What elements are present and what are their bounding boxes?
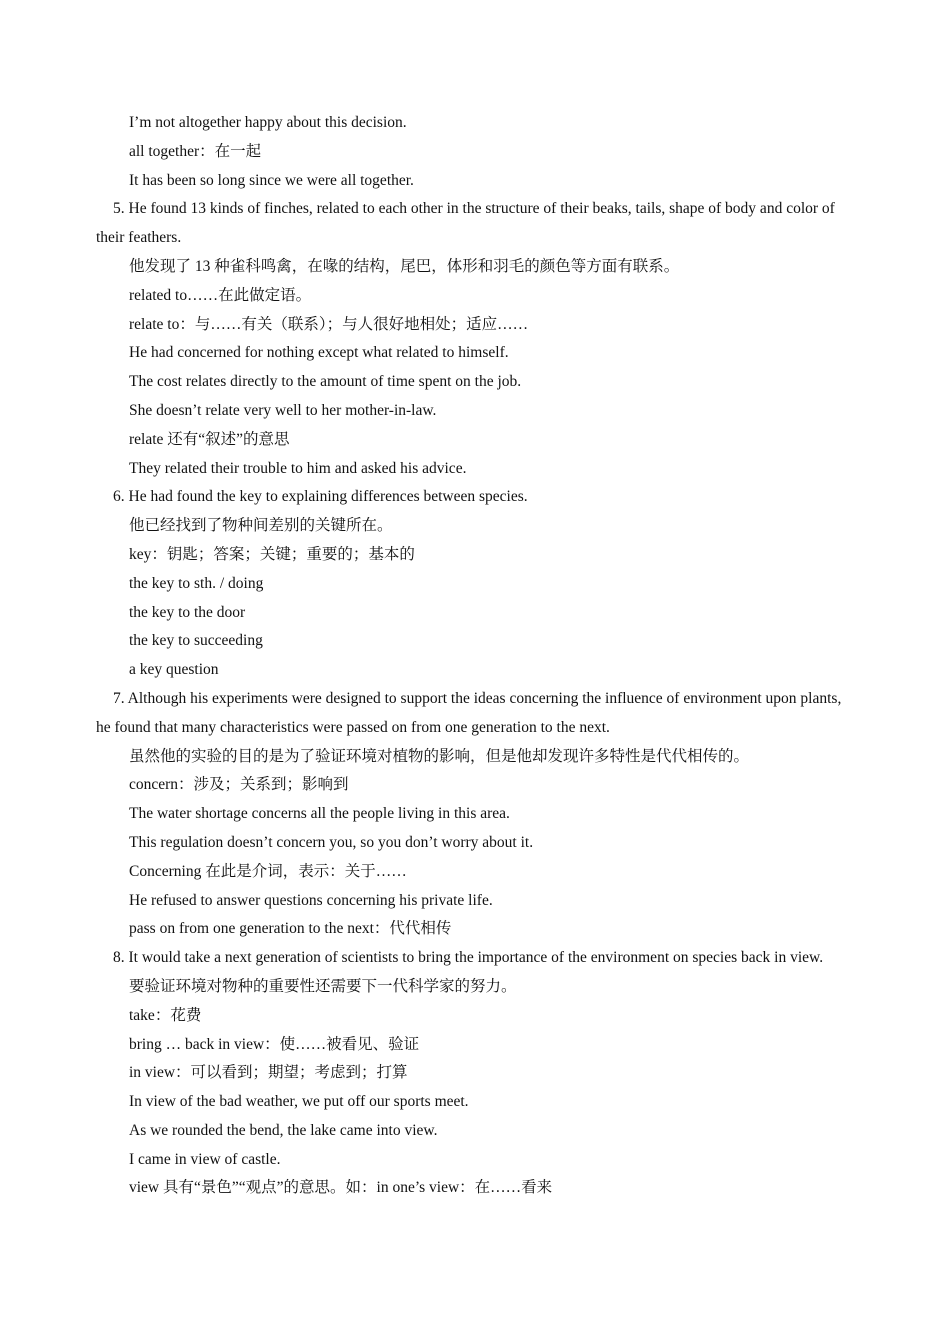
text-line: pass on from one generation to the next：代代相传 [129, 920, 452, 938]
text-line: a key question [129, 661, 219, 679]
numbered-sentence-6: 6. He had found the key to explaining differences between species. [113, 488, 528, 506]
text-line: 他已经找到了物种间差别的关键所在。 [129, 517, 393, 535]
text-line: It has been so long since we were all together. [129, 171, 414, 189]
text-line: all together：在一起 [129, 142, 262, 160]
text-line: Concerning 在此是介词，表示：关于…… [129, 862, 407, 880]
text-line: 他发现了 13 种雀科鸣禽，在喙的结构，尾巴，体形和羽毛的颜色等方面有联系。 [129, 257, 680, 275]
text-line: related to……在此做定语。 [129, 286, 312, 304]
text-line: In view of the bad weather, we put off our sports meet. [129, 1093, 469, 1111]
document-body [96, 109, 856, 1203]
text-line: take：花费 [129, 1006, 202, 1024]
text-line: He had concerned for nothing except what related to himself. [129, 344, 509, 362]
numbered-sentence-7: 7. Although his experiments were designed to support the ideas concerning the influence of environment upon plants, he found that many characteristics were passed on from one generation to the next. [96, 689, 842, 736]
text-line: relate to：与……有关（联系）；与人很好地相处；适应…… [129, 315, 529, 333]
text-line: the key to succeeding [129, 632, 263, 650]
text-line: 要验证环境对物种的重要性还需要下一代科学家的努力。 [129, 977, 517, 995]
text-line: I came in view of castle. [129, 1150, 281, 1168]
text-line: concern：涉及；关系到；影响到 [129, 776, 349, 794]
numbered-sentence-8: 8. It would take a next generation of scientists to bring the importance of the environment on species back in view. [113, 949, 824, 967]
text-line: key：钥匙；答案；关键；重要的；基本的 [129, 545, 415, 563]
text-line: The water shortage concerns all the people living in this area. [129, 805, 510, 823]
text-line: She doesn’t relate very well to her mother-in-law. [129, 401, 437, 419]
text-line: relate 还有“叙述”的意思 [129, 430, 290, 448]
text-line: the key to sth. / doing [129, 574, 264, 592]
text-line: They related their trouble to him and asked his advice. [129, 459, 467, 477]
text-line: view 具有“景色”“观点”的意思。如：in one’s view：在……看来 [129, 1179, 553, 1197]
text-line: This regulation doesn’t concern you, so you don’t worry about it. [129, 833, 534, 851]
text-line: As we rounded the bend, the lake came into view. [129, 1121, 438, 1139]
text-line: the key to the door [129, 603, 246, 621]
numbered-sentence-5: 5. He found 13 kinds of finches, related to each other in the structure of their beaks, tails, shape of body and color of their feathers. [96, 200, 835, 247]
text-line: He refused to answer questions concerning his private life. [129, 891, 493, 909]
text-line: I’m not altogether happy about this decision. [129, 114, 407, 131]
text-line: 虽然他的实验的目的是为了验证环境对植物的影响，但是他却发现许多特性是代代相传的。 [129, 747, 750, 765]
text-line: in view：可以看到；期望；考虑到；打算 [129, 1064, 408, 1082]
text-line: bring … back in view：使……被看见、验证 [129, 1035, 420, 1053]
text-line: The cost relates directly to the amount of time spent on the job. [129, 373, 522, 391]
